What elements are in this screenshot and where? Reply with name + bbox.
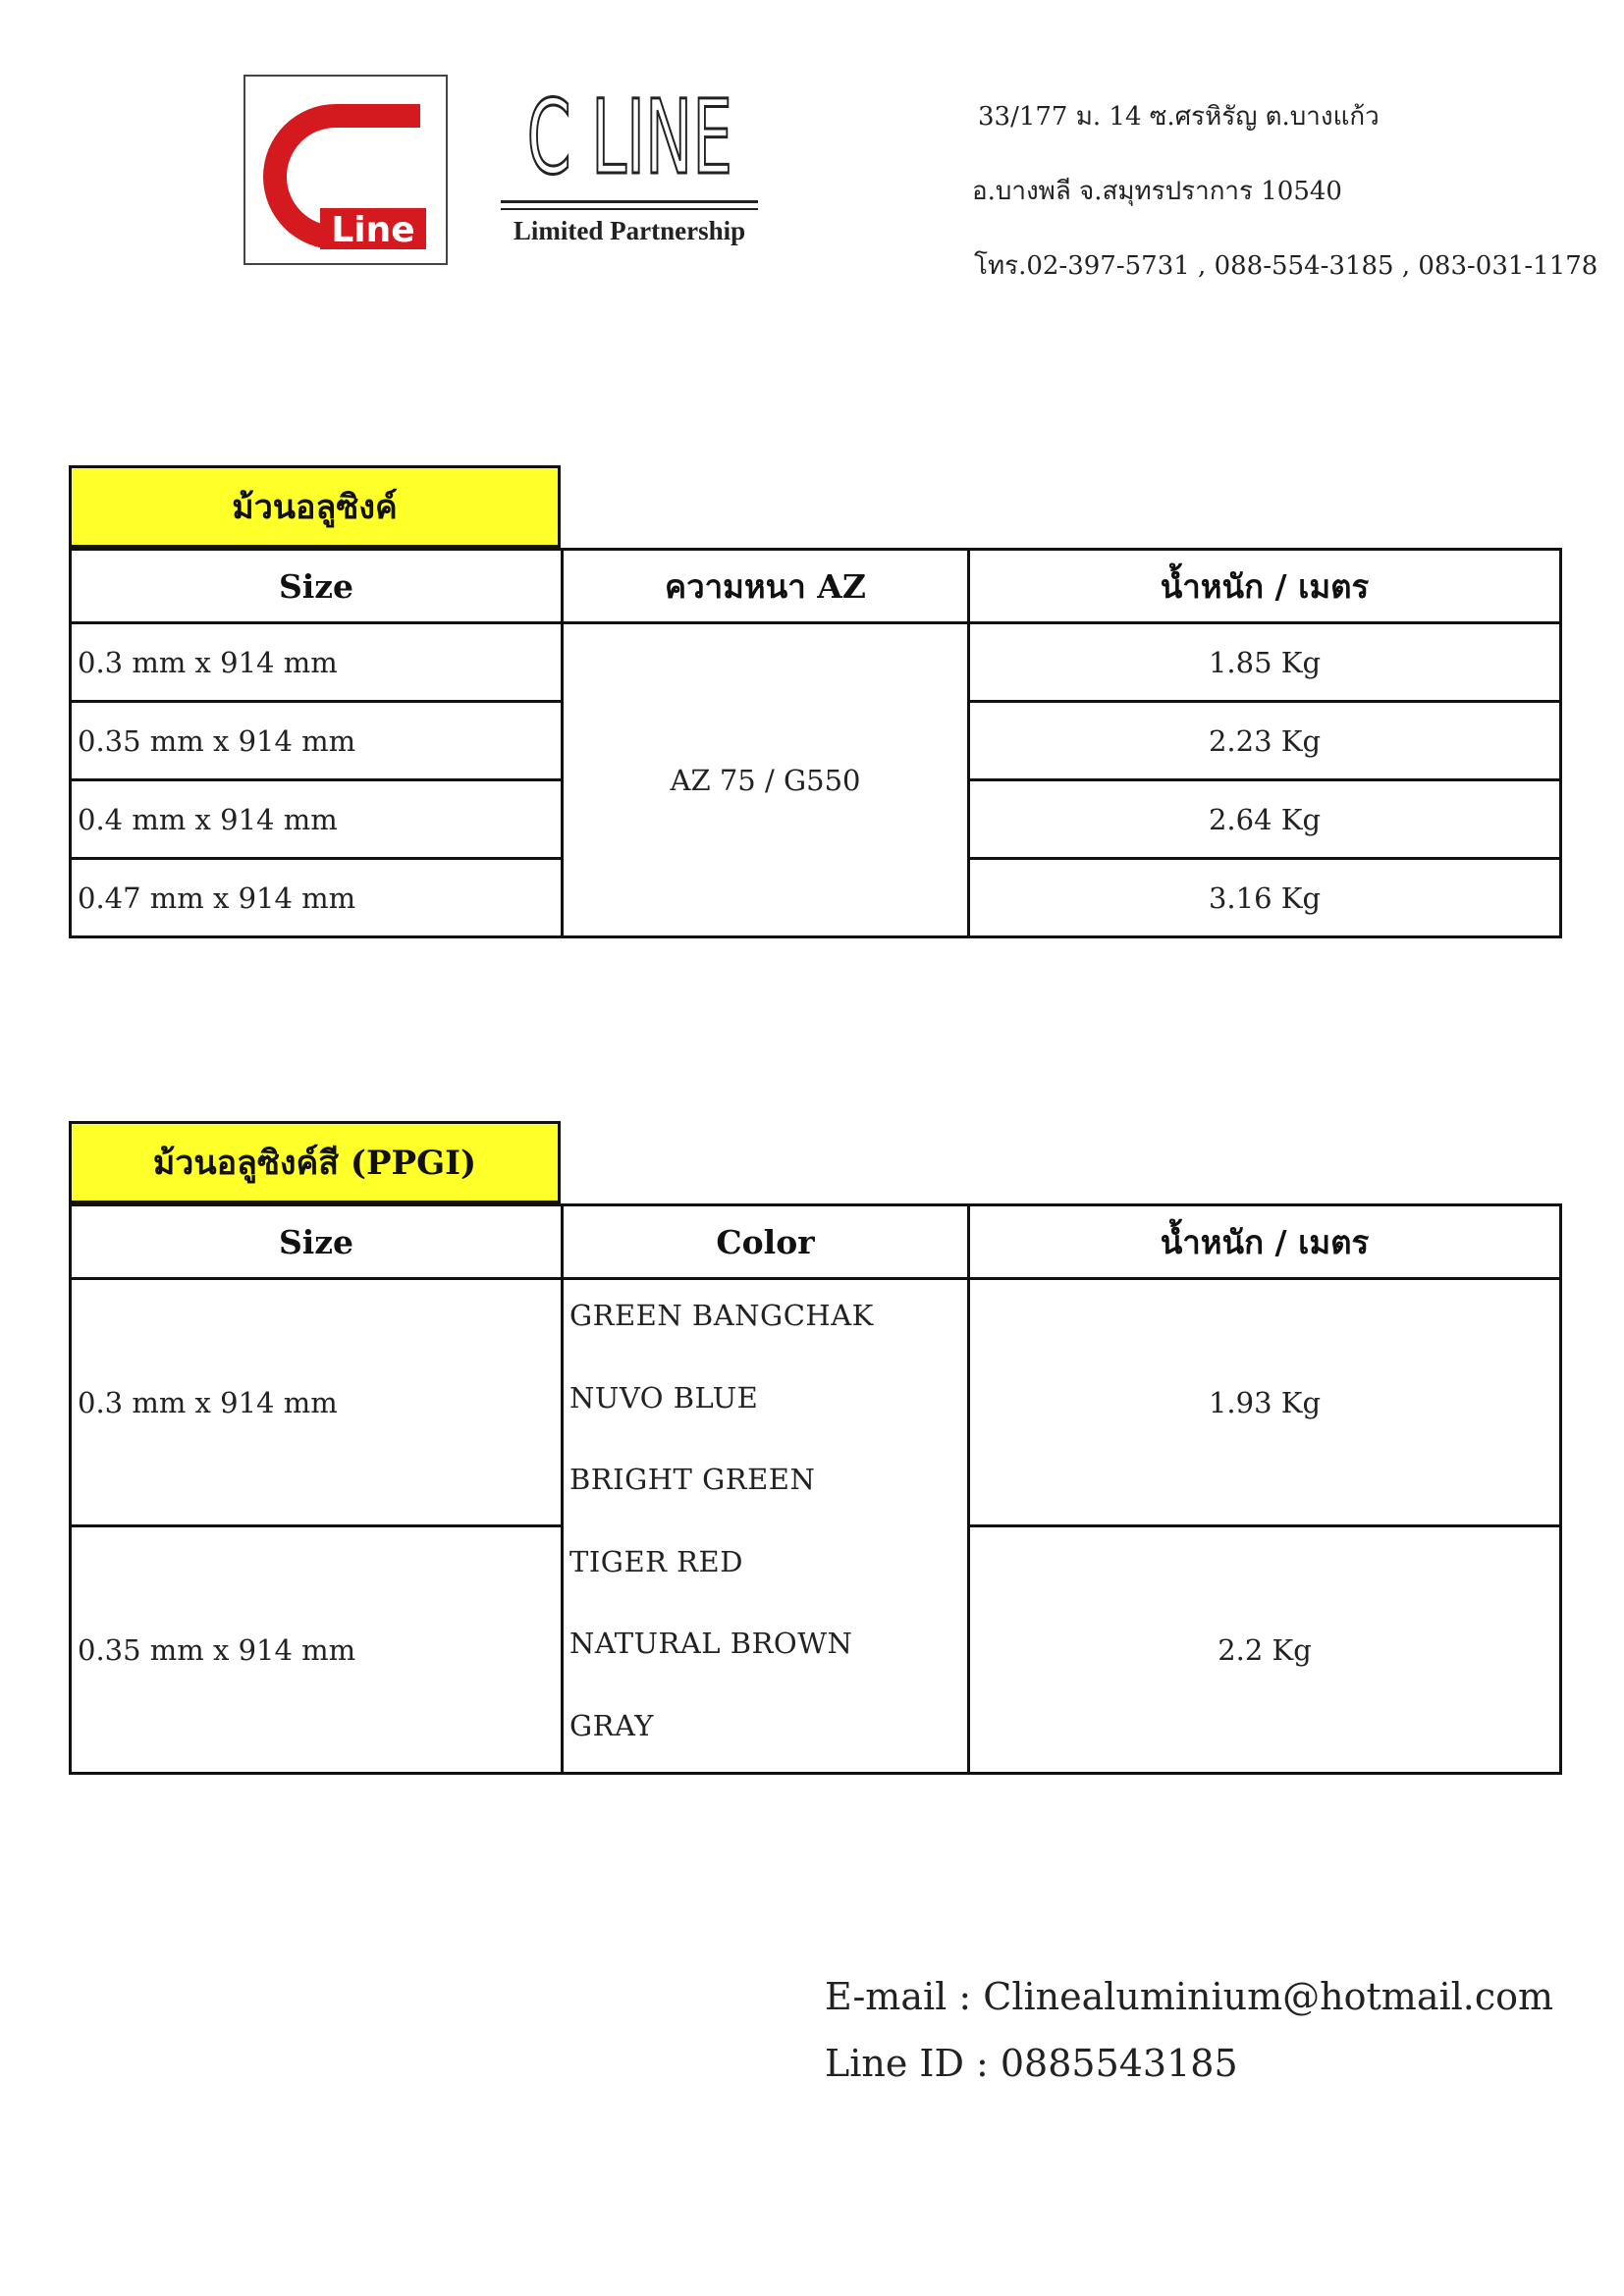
color-item: BRIGHT GREEN — [569, 1463, 816, 1496]
company-name: C LINE — [526, 78, 733, 197]
header-size: Size — [71, 1205, 563, 1279]
address-line-1: 33/177 ม. 14 ซ.ศรหิรัญ ต.บางแก้ว — [978, 102, 1380, 132]
weight-cell: 2.64 Kg — [969, 780, 1561, 859]
header-size: Size — [71, 550, 563, 623]
table-row — [71, 623, 1561, 702]
ppgi-coil-table — [69, 1203, 1562, 1775]
size-cell: 0.47 mm x 914 mm — [71, 859, 563, 937]
color-list-cell — [563, 1279, 969, 1774]
size-cell: 0.4 mm x 914 mm — [71, 780, 563, 859]
table2-title: ม้วนอลูซิงค์สี (PPGI) — [69, 1121, 561, 1203]
weight-cell: 1.85 Kg — [969, 623, 1561, 702]
color-item: NUVO BLUE — [569, 1380, 759, 1415]
size-cell: 0.35 mm x 914 mm — [71, 702, 563, 780]
size-cell: 0.35 mm x 914 mm — [71, 1526, 563, 1774]
address-line-2: อ.บางพลี จ.สมุทรปราการ 10540 — [972, 177, 1342, 206]
weight-cell: 2.2 Kg — [969, 1526, 1561, 1774]
weight-cell: 2.23 Kg — [969, 702, 1561, 780]
table-header-row — [71, 1205, 1561, 1279]
header-az-thickness: ความหนา AZ — [563, 550, 969, 623]
coating-cell: AZ 75 / G550 — [563, 623, 969, 937]
weight-cell: 3.16 Kg — [969, 859, 1561, 937]
header-color: Color — [563, 1205, 969, 1279]
color-item: GRAY — [569, 1708, 654, 1742]
color-item: TIGER RED — [569, 1544, 743, 1578]
weight-cell: 1.93 Kg — [969, 1279, 1561, 1526]
company-logo — [244, 75, 448, 265]
aluzinc-coil-table — [69, 548, 1562, 938]
contact-line-id: Line ID : 0885543185 — [825, 2042, 1238, 2085]
size-cell: 0.3 mm x 914 mm — [71, 623, 563, 702]
company-type: Limited Partnership — [513, 216, 746, 245]
header-weight-per-meter: น้ำหนัก / เมตร — [969, 1205, 1561, 1279]
table-row — [71, 1279, 1561, 1526]
brand-divider-thin — [501, 208, 758, 210]
c-line-logo-icon — [245, 77, 446, 263]
contact-email: E-mail : Clinealuminium@hotmail.com — [825, 1975, 1554, 2018]
color-item: NATURAL BROWN — [569, 1627, 853, 1660]
color-item: GREEN BANGCHAK — [569, 1299, 874, 1332]
phone-line: โทร.02-397-5731 , 088-554-3185 , 083-031-1178 — [974, 251, 1598, 281]
brand-block — [499, 78, 760, 245]
table-header-row — [71, 550, 1561, 623]
header-weight-per-meter: น้ำหนัก / เมตร — [969, 550, 1561, 623]
size-cell: 0.3 mm x 914 mm — [71, 1279, 563, 1526]
table1-title: ม้วนอลูซิงค์ — [69, 465, 561, 548]
logo-text: Line — [331, 210, 415, 250]
brand-divider — [501, 200, 758, 203]
